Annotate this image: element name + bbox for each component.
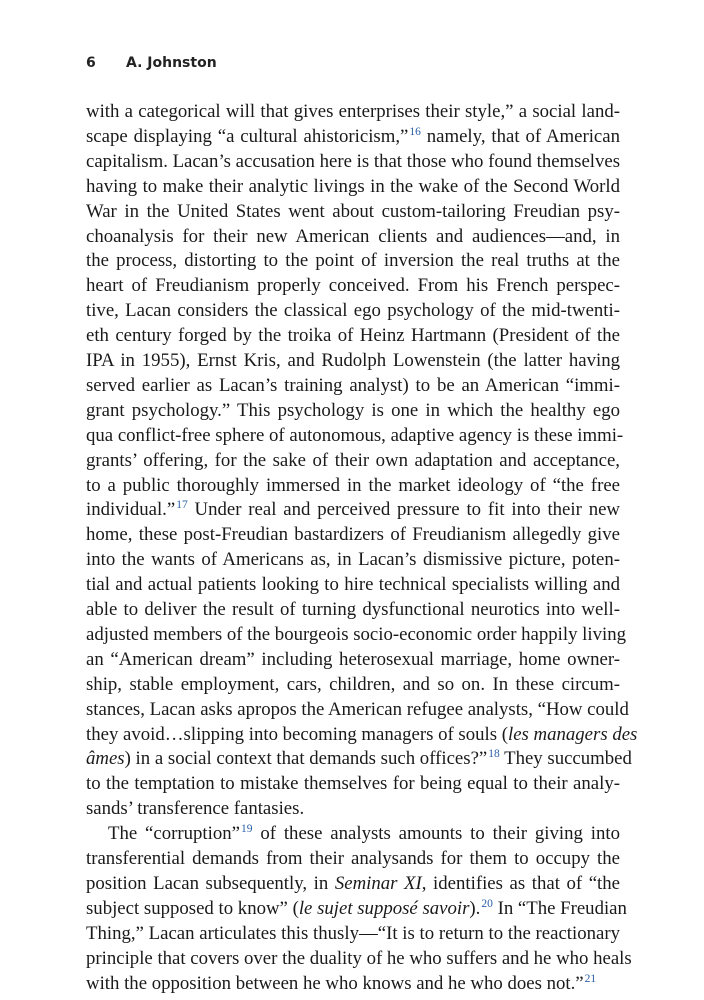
text-run: choanalysis for their new American clients and audiences—and, in: [86, 225, 620, 247]
text-run: grants’ offering, for the sake of their own adaptation and acceptance,: [86, 449, 620, 471]
text-line: [86, 598, 620, 622]
text-run: with a categorical will that gives enterprises their style,” a social land-: [86, 101, 620, 122]
text-line: [86, 723, 638, 747]
text-line: [86, 648, 620, 672]
text-line: [86, 299, 620, 323]
italic-text: âmes: [86, 748, 125, 770]
text-run: tive, Lacan considers the classical ego psychology of the mid-twenti-: [86, 300, 620, 322]
text-line: [86, 747, 632, 771]
text-line: [86, 249, 620, 273]
text-run: grant psychology.” This psychology is one in which the healthy ego: [86, 399, 620, 421]
page-number: 6: [86, 55, 96, 71]
text-run: transferential demands from their analysands for them to occupy the: [86, 848, 620, 869]
text-line: [86, 897, 627, 921]
text-line: [86, 449, 620, 473]
text-line: [108, 822, 620, 846]
text-run: ) in a social context that demands such offices?”: [124, 748, 488, 770]
text-run: , identifies as that of “the: [421, 872, 620, 894]
text-run: to the temptation to mistake themselves for being equal to their analy-: [86, 773, 620, 795]
footnote-ref[interactable]: 17: [176, 499, 188, 512]
text-run: they avoid…slipping into becoming managers of souls (: [86, 723, 508, 745]
text-line: [86, 200, 620, 224]
text-run: subject supposed to know” (: [86, 897, 299, 919]
footnote-ref[interactable]: 20: [481, 897, 493, 910]
text-line: [86, 399, 620, 423]
text-line: [86, 847, 620, 871]
text-line: [86, 150, 620, 174]
text-line: [86, 922, 620, 946]
text-run: IPA in 1955), Ernst Kris, and Rudolph Lowenstein (the latter having: [86, 350, 620, 371]
running-header: [86, 55, 217, 71]
text-run: The “corruption”: [108, 823, 240, 845]
text-run: scape displaying “a cultural ahistoricism,”: [86, 125, 409, 147]
italic-text: Seminar XI: [334, 872, 422, 894]
text-line: [86, 797, 620, 821]
text-line: [86, 274, 620, 298]
text-line: [86, 225, 620, 249]
text-line: [86, 125, 620, 149]
text-line: [86, 772, 620, 796]
text-line: [86, 474, 620, 498]
text-run: namely, that of American: [420, 125, 620, 147]
text-run: of these analysts amounts to their giving into: [252, 823, 620, 845]
italic-text: le sujet supposé savoir: [298, 897, 470, 919]
text-line: [86, 523, 620, 547]
text-line: [86, 947, 632, 971]
text-line: [86, 100, 620, 124]
text-line: [86, 349, 620, 373]
text-run: with the opposition between he who knows and he who does not.”: [86, 972, 584, 994]
text-line: [86, 573, 620, 597]
italic-text: les managers des: [508, 723, 638, 745]
text-line: [86, 548, 620, 572]
text-run: Thing,” Lacan articulates this thusly—“It is to return to the reactionary: [86, 922, 620, 944]
text-line: [86, 673, 620, 697]
footnote-ref[interactable]: 19: [240, 823, 253, 836]
text-line: [86, 872, 620, 896]
text-run: capitalism. Lacan’s accusation here is that those who found themselves: [86, 150, 621, 172]
text-line: [86, 324, 620, 348]
text-run: principle that covers over the duality of he who suffers and he who heals: [86, 947, 632, 969]
text-run: stances, Lacan asks apropos the American refugee analysts, “How could: [86, 698, 629, 720]
text-run: qua conflict-free sphere of autonomous, adaptive agency is these immi-: [86, 424, 624, 446]
text-run: eth century forged by the troika of Heinz Hartmann (President of the: [86, 325, 620, 347]
text-run: They succumbed: [499, 748, 632, 770]
text-run: the process, distorting to the point of inversion the real truths at the: [86, 250, 620, 272]
text-run: to a public thoroughly immersed in the market ideology of “the free: [86, 474, 620, 496]
text-run: War in the United States went about custom-tailoring Freudian psy-: [86, 200, 620, 222]
text-run: an “American dream” including heterosexual marriage, home owner-: [86, 648, 620, 670]
text-run: adjusted members of the bourgeois socio-economic order happily living: [86, 623, 627, 645]
text-run: home, these post-Freudian bastardizers of Freudianism allegedly give: [86, 524, 620, 546]
text-line: [86, 623, 627, 647]
text-run: In “The Freudian: [492, 897, 627, 919]
footnote-ref[interactable]: 21: [584, 972, 597, 985]
text-line: [86, 498, 620, 522]
text-run: able to deliver the result of turning dysfunctional neurotics into well-: [86, 599, 620, 620]
text-run: individual.”: [86, 499, 176, 521]
text-run: ).: [469, 897, 481, 919]
text-run: sands’ transference fantasies.: [86, 798, 305, 820]
text-run: into the wants of Americans as, in Lacan’s dismissive picture, poten-: [86, 549, 620, 571]
running-head-author: A. Johnston: [126, 55, 217, 71]
text-run: position Lacan subsequently, in: [86, 872, 335, 894]
text-line: [86, 424, 624, 448]
footnote-ref[interactable]: 16: [409, 125, 421, 138]
text-run: Under real and perceived pressure to fit into their new: [187, 499, 620, 521]
text-run: heart of Freudianism properly conceived. From his French perspec-: [86, 275, 620, 297]
text-line: [86, 175, 620, 199]
text-line: [86, 972, 620, 996]
text-line: [86, 374, 620, 398]
text-run: having to make their analytic livings in the wake of the Second World: [86, 175, 620, 197]
text-run: ship, stable employment, cars, children, and so on. In these circum-: [86, 673, 620, 695]
footnote-ref[interactable]: 18: [488, 748, 500, 761]
text-run: served earlier as Lacan’s training analyst) to be an American “immi-: [86, 374, 620, 396]
text-run: tial and actual patients looking to hire technical specialists willing and: [86, 574, 620, 596]
text-line: [86, 698, 629, 722]
